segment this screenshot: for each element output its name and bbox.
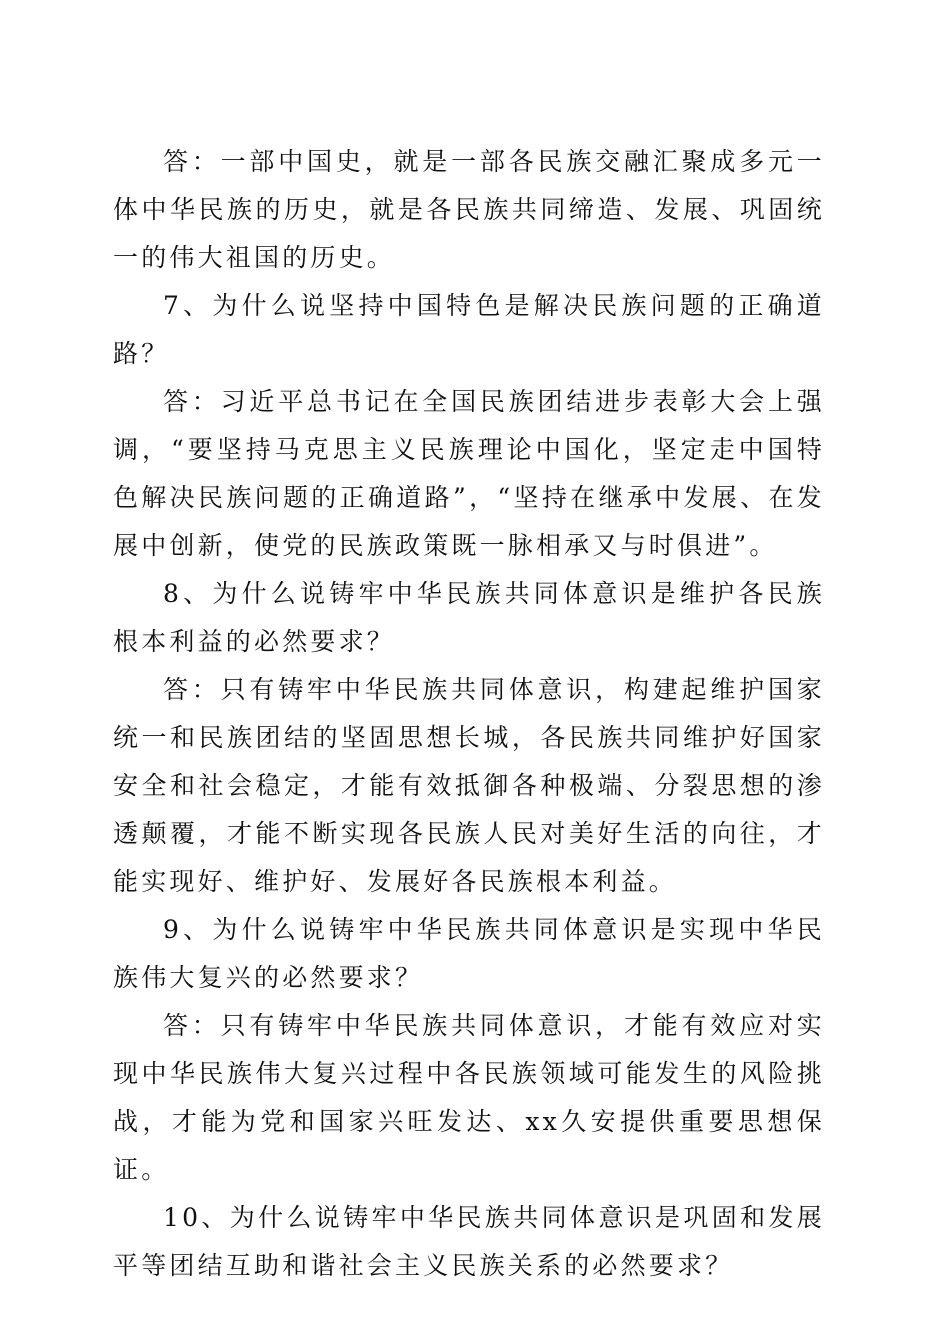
answer-paragraph-7: 答：习近平总书记在全国民族团结进步表彰大会上强调，“要坚持马克思主义民族理论中国化，坚定走中国特色解决民族问题的正确道路”，“坚持在继承中发展、在发展中创新，使党的民族政策既一脉相承又与时俱进”。 (113, 387, 825, 560)
document-body (113, 138, 825, 1290)
question-10: 10、为什么说铸牢中华民族共同体意识是巩固和发展平等团结互助和谐社会主义民族关系的必然要求？ (113, 1203, 825, 1280)
answer-paragraph-9: 答：只有铸牢中华民族共同体意识，才能有效应对实现中华民族伟大复兴过程中各民族领域可能发生的风险挑战，才能为党和国家兴旺发达、xx久安提供重要思想保证。 (113, 1011, 825, 1184)
question-8: 8、为什么说铸牢中华民族共同体意识是维护各民族根本利益的必然要求？ (113, 579, 825, 656)
answer-paragraph-6: 答：一部中国史，就是一部各民族交融汇聚成多元一体中华民族的历史，就是各民族共同缔造、发展、巩固统一的伟大祖国的历史。 (113, 147, 825, 272)
answer-paragraph-8: 答：只有铸牢中华民族共同体意识，构建起维护国家统一和民族团结的坚固思想长城，各民族共同维护好国家安全和社会稳定，才能有效抵御各种极端、分裂思想的渗透颠覆，才能不断实现各民族人民对美好生活的向往，才能实现好、维护好、发展好各民族根本利益。 (113, 675, 825, 896)
question-9: 9、为什么说铸牢中华民族共同体意识是实现中华民族伟大复兴的必然要求？ (113, 915, 825, 992)
question-7: 7、为什么说坚持中国特色是解决民族问题的正确道路？ (113, 291, 825, 368)
